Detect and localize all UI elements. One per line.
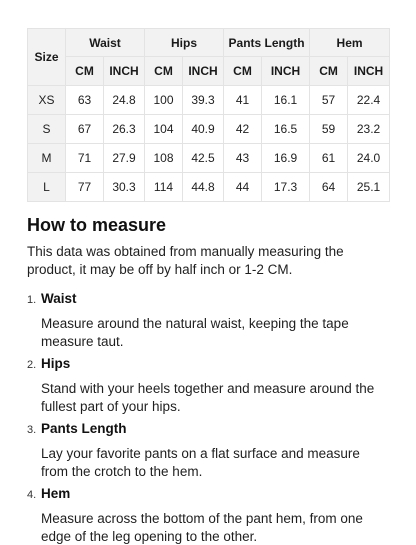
- table-cell: 16.9: [262, 144, 310, 173]
- table-cell: 108: [145, 144, 183, 173]
- table-cell: 77: [66, 173, 104, 202]
- measure-steps-list: [27, 291, 389, 545]
- table-cell: 22.4: [348, 86, 390, 115]
- unit-header: CM: [224, 57, 262, 86]
- step-number: 3.: [27, 424, 37, 436]
- table-cell: 17.3: [262, 173, 310, 202]
- size-cell: XS: [28, 86, 66, 115]
- table-cell: 23.2: [348, 115, 390, 144]
- table-cell: 43: [224, 144, 262, 173]
- table-row: [28, 115, 390, 144]
- size-cell: L: [28, 173, 66, 202]
- waist-group-header: Waist: [66, 29, 145, 57]
- unit-header: CM: [66, 57, 104, 86]
- step-header: [27, 486, 389, 506]
- table-cell: 61: [310, 144, 348, 173]
- table-row: [28, 173, 390, 202]
- unit-header: INCH: [183, 57, 224, 86]
- step-title: Hem: [41, 486, 71, 501]
- hem-group-header: Hem: [310, 29, 390, 57]
- table-cell: 24.8: [104, 86, 145, 115]
- table-cell: 64: [310, 173, 348, 202]
- table-cell: 114: [145, 173, 183, 202]
- table-cell: 42: [224, 115, 262, 144]
- size-column-header: Size: [28, 29, 66, 86]
- table-cell: 44.8: [183, 173, 224, 202]
- unit-header: CM: [310, 57, 348, 86]
- step-title: Pants Length: [41, 421, 127, 436]
- table-cell: 41: [224, 86, 262, 115]
- table-cell: 57: [310, 86, 348, 115]
- table-cell: 67: [66, 115, 104, 144]
- table-cell: 16.1: [262, 86, 310, 115]
- table-cell: 27.9: [104, 144, 145, 173]
- step-description: Lay your favorite pants on a flat surface and measure from the crotch to the hem.: [41, 446, 360, 479]
- table-cell: 25.1: [348, 173, 390, 202]
- table-cell: 100: [145, 86, 183, 115]
- table-cell: 39.3: [183, 86, 224, 115]
- table-cell: 24.0: [348, 144, 390, 173]
- table-cell: 63: [66, 86, 104, 115]
- intro-text: This data was obtained from manually measuring the product, it may be off by half inch or 1-2 CM.: [27, 244, 344, 277]
- table-cell: 30.3: [104, 173, 145, 202]
- step-title: Waist: [41, 291, 77, 306]
- step-description: Measure around the natural waist, keeping the tape measure taut.: [41, 316, 349, 349]
- table-cell: 42.5: [183, 144, 224, 173]
- size-cell: M: [28, 144, 66, 173]
- table-cell: 16.5: [262, 115, 310, 144]
- table-row: [28, 144, 390, 173]
- step-hips: [27, 356, 389, 415]
- section-title: How to measure: [27, 215, 167, 235]
- unit-header: INCH: [262, 57, 310, 86]
- step-description: Stand with your heels together and measure around the fullest part of your hips.: [41, 381, 375, 414]
- step-number: 1.: [27, 294, 37, 306]
- table-header-units: [28, 57, 390, 86]
- unit-header: INCH: [348, 57, 390, 86]
- unit-header: INCH: [104, 57, 145, 86]
- size-cell: S: [28, 115, 66, 144]
- pants-length-group-header: Pants Length: [224, 29, 310, 57]
- step-hem: [27, 486, 389, 545]
- table-cell: 104: [145, 115, 183, 144]
- step-header: [27, 356, 389, 376]
- size-chart-table: [27, 28, 390, 202]
- table-header-groups: [28, 29, 390, 57]
- table-cell: 44: [224, 173, 262, 202]
- unit-header: CM: [145, 57, 183, 86]
- step-header: [27, 291, 389, 311]
- step-description: Measure across the bottom of the pant hem, from one edge of the leg opening to the other.: [41, 511, 363, 544]
- table-cell: 71: [66, 144, 104, 173]
- step-number: 4.: [27, 489, 37, 501]
- table-cell: 26.3: [104, 115, 145, 144]
- table-row: [28, 86, 390, 115]
- step-number: 2.: [27, 359, 37, 371]
- table-cell: 59: [310, 115, 348, 144]
- how-to-measure-section: [27, 214, 389, 545]
- step-title: Hips: [41, 356, 71, 371]
- table-cell: 40.9: [183, 115, 224, 144]
- step-waist: [27, 291, 389, 350]
- hips-group-header: Hips: [145, 29, 224, 57]
- step-header: [27, 421, 389, 441]
- step-pants-length: [27, 421, 389, 480]
